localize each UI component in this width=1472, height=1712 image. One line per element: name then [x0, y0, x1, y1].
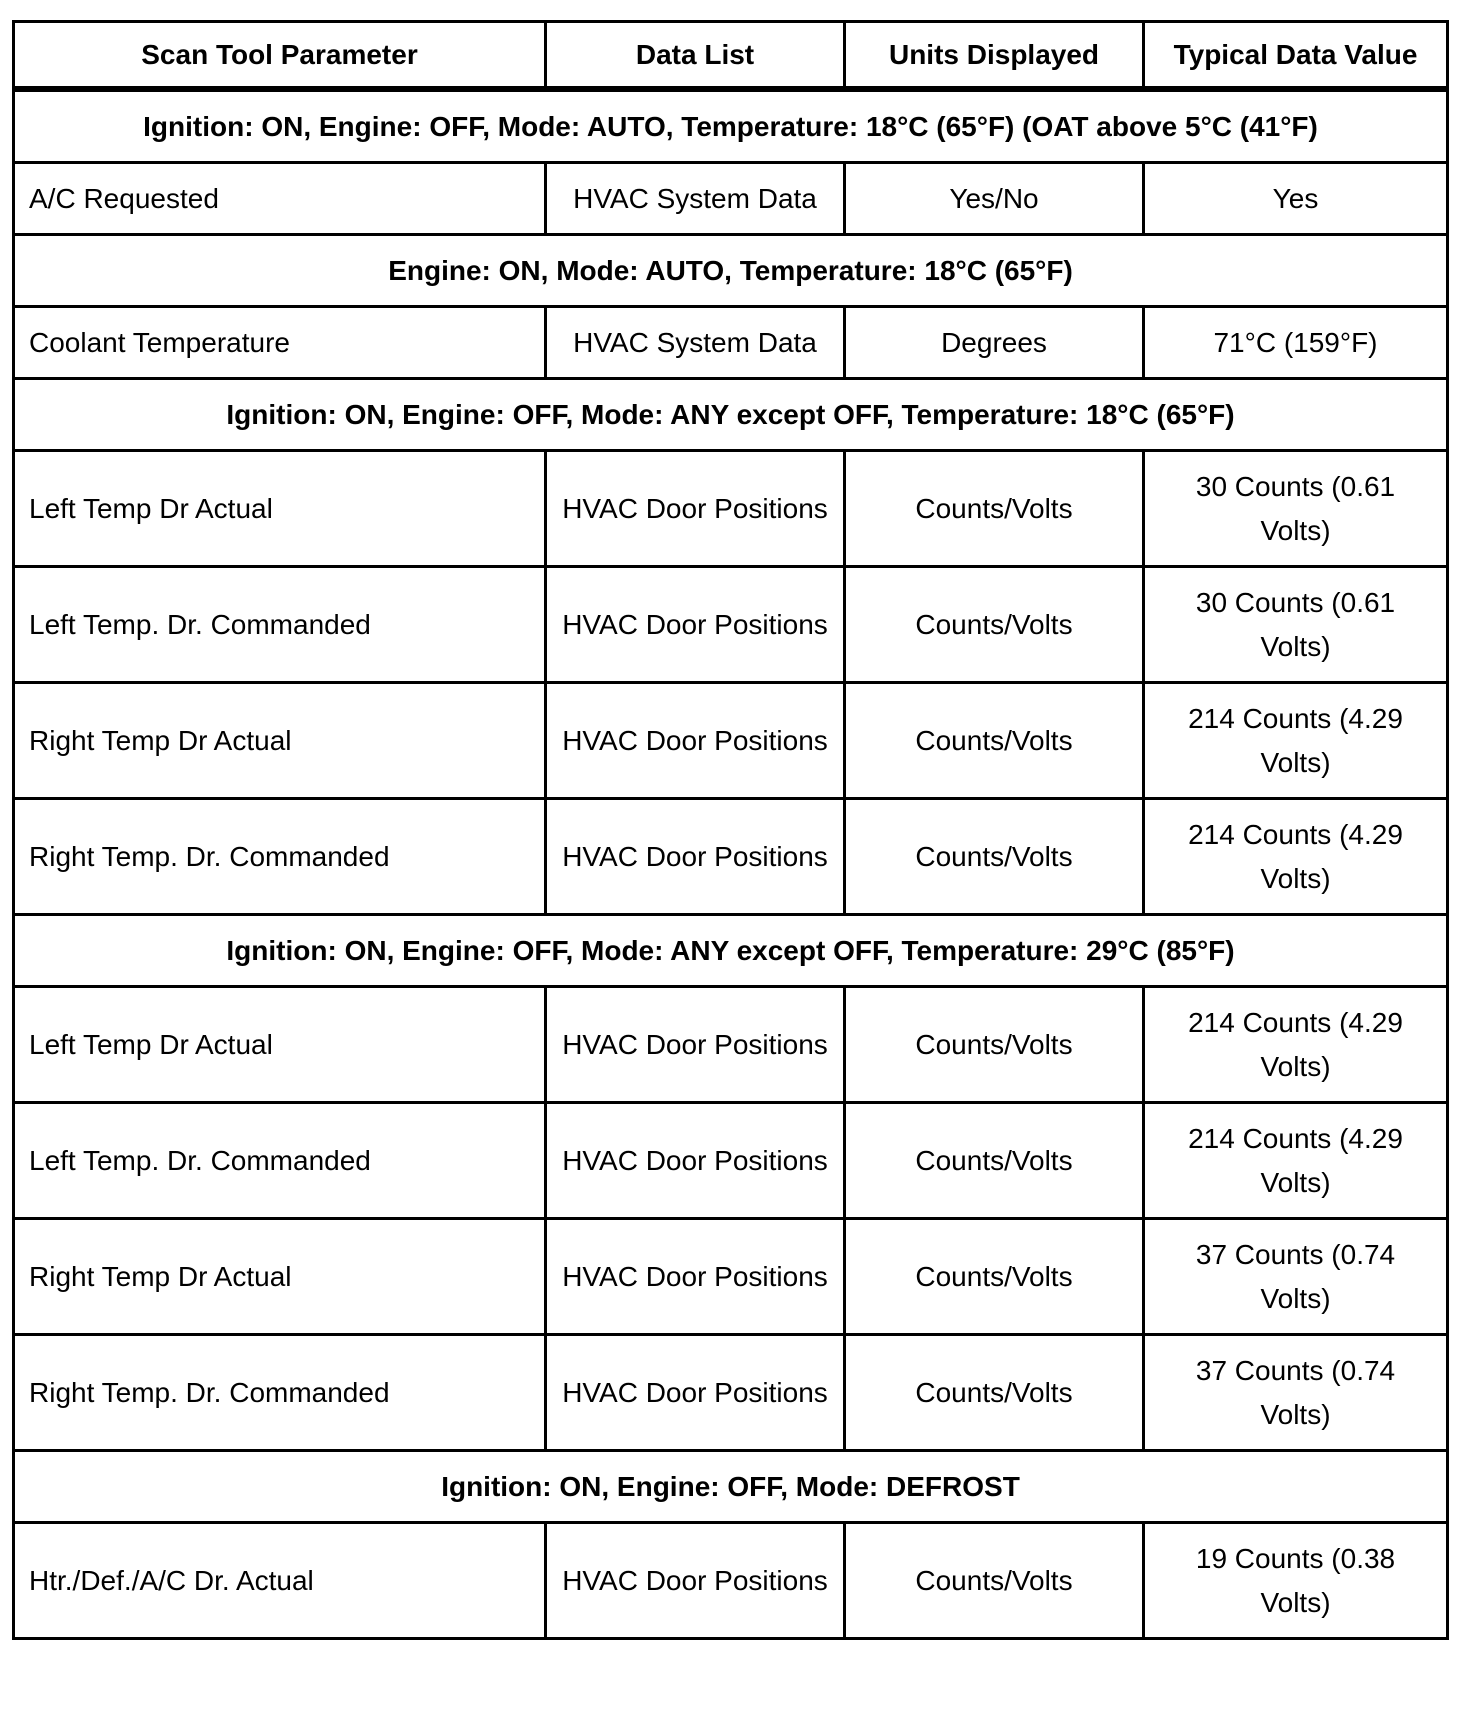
table-row [14, 1335, 1448, 1451]
value-cell: 30 Counts (0.61 Volts) [1144, 451, 1448, 567]
units-cell: Counts/Volts [845, 567, 1144, 683]
scan-tool-data-table [12, 20, 1449, 1640]
condition-row [14, 89, 1448, 163]
data-list-cell: HVAC Door Positions [546, 1523, 845, 1639]
parameter-cell: Htr./Def./A/C Dr. Actual [14, 1523, 546, 1639]
parameter-cell: Right Temp. Dr. Commanded [14, 1335, 546, 1451]
header-typical-data-value: Typical Data Value [1144, 22, 1448, 90]
table-row [14, 683, 1448, 799]
parameter-cell: Coolant Temperature [14, 307, 546, 379]
units-cell: Counts/Volts [845, 451, 1144, 567]
parameter-cell: Right Temp. Dr. Commanded [14, 799, 546, 915]
header-data-list: Data List [546, 22, 845, 90]
data-list-cell: HVAC System Data [546, 163, 845, 235]
condition-text: Ignition: ON, Engine: OFF, Mode: ANY except OFF, Temperature: 29°C (85°F) [14, 915, 1448, 987]
data-list-cell: HVAC Door Positions [546, 1335, 845, 1451]
parameter-cell: Left Temp Dr Actual [14, 451, 546, 567]
table-row [14, 307, 1448, 379]
value-cell: 37 Counts (0.74 Volts) [1144, 1335, 1448, 1451]
units-cell: Counts/Volts [845, 1103, 1144, 1219]
units-cell: Counts/Volts [845, 799, 1144, 915]
parameter-cell: Right Temp Dr Actual [14, 1219, 546, 1335]
condition-row [14, 379, 1448, 451]
data-list-cell: HVAC Door Positions [546, 683, 845, 799]
data-list-cell: HVAC Door Positions [546, 567, 845, 683]
table-row [14, 163, 1448, 235]
parameter-cell: Left Temp. Dr. Commanded [14, 567, 546, 683]
value-cell: 214 Counts (4.29 Volts) [1144, 1103, 1448, 1219]
value-cell: 214 Counts (4.29 Volts) [1144, 683, 1448, 799]
units-cell: Counts/Volts [845, 1219, 1144, 1335]
table-row [14, 1219, 1448, 1335]
header-scan-tool-parameter: Scan Tool Parameter [14, 22, 546, 90]
value-cell: 19 Counts (0.38 Volts) [1144, 1523, 1448, 1639]
value-cell: 37 Counts (0.74 Volts) [1144, 1219, 1448, 1335]
table-row [14, 987, 1448, 1103]
condition-text: Ignition: ON, Engine: OFF, Mode: ANY except OFF, Temperature: 18°C (65°F) [14, 379, 1448, 451]
table-row [14, 799, 1448, 915]
units-cell: Counts/Volts [845, 1523, 1144, 1639]
data-list-cell: HVAC Door Positions [546, 799, 845, 915]
data-list-cell: HVAC System Data [546, 307, 845, 379]
value-cell: 30 Counts (0.61 Volts) [1144, 567, 1448, 683]
parameter-cell: Left Temp Dr Actual [14, 987, 546, 1103]
condition-row [14, 915, 1448, 987]
data-list-cell: HVAC Door Positions [546, 1103, 845, 1219]
table-row [14, 451, 1448, 567]
units-cell: Counts/Volts [845, 987, 1144, 1103]
condition-text: Ignition: ON, Engine: OFF, Mode: DEFROST [14, 1451, 1448, 1523]
units-cell: Yes/No [845, 163, 1144, 235]
units-cell: Counts/Volts [845, 683, 1144, 799]
data-list-cell: HVAC Door Positions [546, 987, 845, 1103]
table-row [14, 567, 1448, 683]
condition-text: Ignition: ON, Engine: OFF, Mode: AUTO, Temperature: 18°C (65°F) (OAT above 5°C (41°F) [14, 89, 1448, 163]
value-cell: 214 Counts (4.29 Volts) [1144, 987, 1448, 1103]
condition-row [14, 235, 1448, 307]
parameter-cell: Right Temp Dr Actual [14, 683, 546, 799]
condition-row [14, 1451, 1448, 1523]
units-cell: Degrees [845, 307, 1144, 379]
header-units-displayed: Units Displayed [845, 22, 1144, 90]
value-cell: 214 Counts (4.29 Volts) [1144, 799, 1448, 915]
table-row [14, 1103, 1448, 1219]
data-list-cell: HVAC Door Positions [546, 451, 845, 567]
units-cell: Counts/Volts [845, 1335, 1144, 1451]
value-cell: 71°C (159°F) [1144, 307, 1448, 379]
parameter-cell: A/C Requested [14, 163, 546, 235]
parameter-cell: Left Temp. Dr. Commanded [14, 1103, 546, 1219]
condition-text: Engine: ON, Mode: AUTO, Temperature: 18°C (65°F) [14, 235, 1448, 307]
value-cell: Yes [1144, 163, 1448, 235]
table-row [14, 1523, 1448, 1639]
data-list-cell: HVAC Door Positions [546, 1219, 845, 1335]
header-row [14, 22, 1448, 90]
